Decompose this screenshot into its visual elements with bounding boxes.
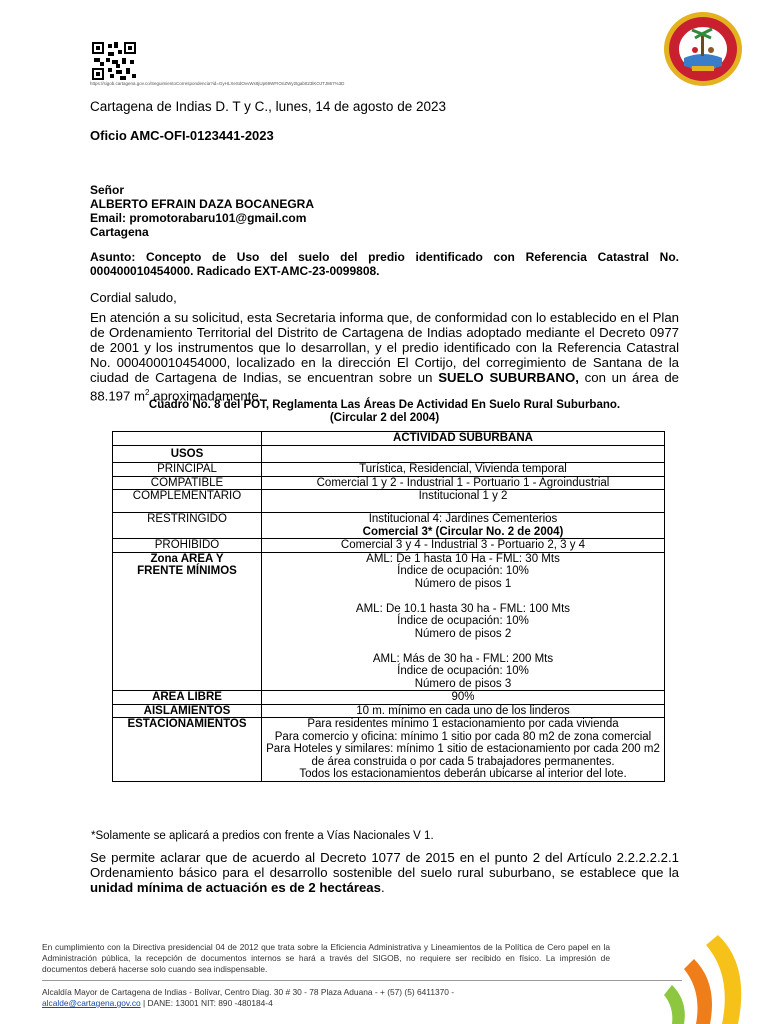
row-value-bold: Comercial 3* (Circular No. 2 de 2004) [362,525,564,538]
row-label: RESTRINGIDO [113,513,262,539]
subject-line: Asunto: Concepto de Uso del suelo del predio identificado con Referencia Catastral No. 000400010454000. Radicado EXT-AMC-23-0099808. [90,250,679,278]
greeting: Cordial saludo, [90,290,177,305]
footer-decoration [610,925,750,1024]
table-header-empty [113,432,262,446]
qr-url[interactable]: https://sigob.cartagena.gov.co/SeguimientoCorrespondencia?id=GyHLXeSdOvvWx8jUp69WFIOnZWy2tgabIt23lKOJTJ867%3D [90,81,345,86]
row-label: COMPATIBLE [113,476,262,490]
table-caption [90,399,679,425]
footer-notice: En cumplimiento con la Directiva presidencial 04 de 2012 que trata sobre la Eficiencia Administrativa y Lineamientos de la Política de Cero papel en la Administración pública, la recepción de documentos internos se hará a través del SIGOB, no requiere ser recibido en físico. La impresión de documentos deberá hacerse solo cuando sea indispensable. [42,942,610,974]
city-seal-logo [662,10,744,88]
row-value-group [262,513,665,539]
row-value: Turística, Residencial, Vivienda temporal [262,463,665,477]
table-row [113,539,665,553]
table-row-usos [113,445,665,463]
zona-label: Zona AREA Y FRENTE MÍNIMOS [113,552,262,691]
table-row [113,476,665,490]
table-row-zona [113,552,665,691]
place-and-date: Cartagena de Indias D. T y C., lunes, 14 de agosto de 2023 [90,99,446,114]
closing-end: . [380,880,385,895]
land-use-table [112,431,665,782]
body-paragraph [90,310,679,403]
body-bold: SUELO SUBURBANO, [438,370,579,385]
footer-email-link[interactable]: alcalde@cartagena.gov.co [42,998,141,1008]
row-value: Comercial 3 y 4 - Industrial 3 - Portuario 2, 3 y 4 [262,539,665,553]
table-header-usos: USOS [113,445,262,463]
aislamientos-value: 10 m. mínimo en cada uno de los linderos [262,704,665,718]
row-value: Institucional 1 y 2 [262,490,665,513]
table-row [113,513,665,539]
closing-bold: unidad mínima de actuación es de 2 hectáreas [90,880,381,895]
closing-text: Se permite aclarar que de acuerdo al Decreto 1077 de 2015 en el punto 2 del Artículo 2.2.2.2.2.1 Ordenamiento básico para el desarrollo sostenible del suelo rural suburbano, se establece que la [90,850,679,880]
area-libre-value: 90% [262,691,665,705]
row-value: Institucional 4: Jardines Cementerios [368,513,558,525]
estacionamientos-label: ESTACIONAMIENTOS [113,718,262,782]
estacionamientos-value: Para residentes mínimo 1 estacionamiento por cada vivienda Para comercio y oficina: mínimo 1 sitio por cada 80 m2 de zona comercial Para Hoteles y similares: mínimo 1 sitio de estacionamiento por cada 200 m2 de área construida o por cada 5 trabajadores permanentes. Todos los estacionamientos deberán ubicarse al interior del lote. [262,718,665,782]
row-value: Comercial 1 y 2 - Industrial 1 - Portuario 1 - Agroindustrial [262,476,665,490]
recipient-email: Email: promotorabaru101@gmail.com [90,211,307,225]
table-row-area-libre [113,691,665,705]
row-label: PROHIBIDO [113,539,262,553]
footer-dane: | DANE: 13001 NIT: 890 -480184-4 [140,998,273,1008]
recipient-name: ALBERTO EFRAIN DAZA BOCANEGRA [90,197,314,211]
closing-paragraph [90,850,679,895]
table-row-estacionamientos [113,718,665,782]
qr-code [92,42,136,80]
recipient-city: Cartagena [90,225,149,239]
row-label: COMPLEMENTARIO [113,490,262,513]
footer-address: Alcaldía Mayor de Cartagena de Indias - Bolívar, Centro Diag. 30 # 30 - 78 Plaza Aduana - + (57) (5) 6411370 - [42,987,455,997]
recipient-salutation: Señor [90,183,125,197]
table-row-aislamientos [113,704,665,718]
body-tail: con un área de 88.197 m [90,370,679,404]
aislamientos-label: AISLAMIENTOS [113,704,262,718]
row-label: PRINCIPAL [113,463,262,477]
table-cell-empty [262,445,665,463]
table-row [113,463,665,477]
zona-value: AML: De 1 hasta 10 Ha - FML: 30 Mts Índice de ocupación: 10% Número de pisos 1 AML: De 10.1 hasta 30 ha - FML: 100 Mts Índice de ocupación: 10% Número de pisos 2 AML: Más de 30 ha - FML: 200 Mts Índice de ocupación: 10% Número de pisos 3 [262,552,665,691]
table-header-activity: ACTIVIDAD SUBURBANA [262,432,665,446]
document-number: Oficio AMC-OFI-0123441-2023 [90,128,274,143]
body-superscript: 2 [145,388,150,397]
footer-contact [42,998,454,1009]
caption-line-1: Cuadro No. 8 del POT, Reglamenta Las Áreas De Actividad En Suelo Rural Suburbano. [148,399,621,411]
area-libre-label: AREA LIBRE [113,691,262,705]
body-tail-end: aproximadamente. [149,388,263,404]
table-footnote: *Solamente se aplicará a predios con frente a Vías Nacionales V 1. [91,830,434,842]
recipient-block [90,183,314,239]
table-header-row [113,432,665,446]
caption-line-2: (Circular 2 del 2004) [329,412,440,424]
footer-divider [42,980,682,981]
footer-address-block [42,987,454,1009]
table-row [113,490,665,513]
body-text: En atención a su solicitud, esta Secretaria informa que, de conformidad con lo establecido en el Plan de Ordenamiento Territorial del Distrito de Cartagena de Indias adoptado mediante el Decreto 0977 de 2001 y los instrumentos que lo desarrollan, y el predio identificado con la Referencia Catastral No. 000400010454000, localizado en la dirección El Cortijo, del corregimiento de Santana de la ciudad de Cartagena de Indias, se encuentran sobre un [90,310,679,385]
